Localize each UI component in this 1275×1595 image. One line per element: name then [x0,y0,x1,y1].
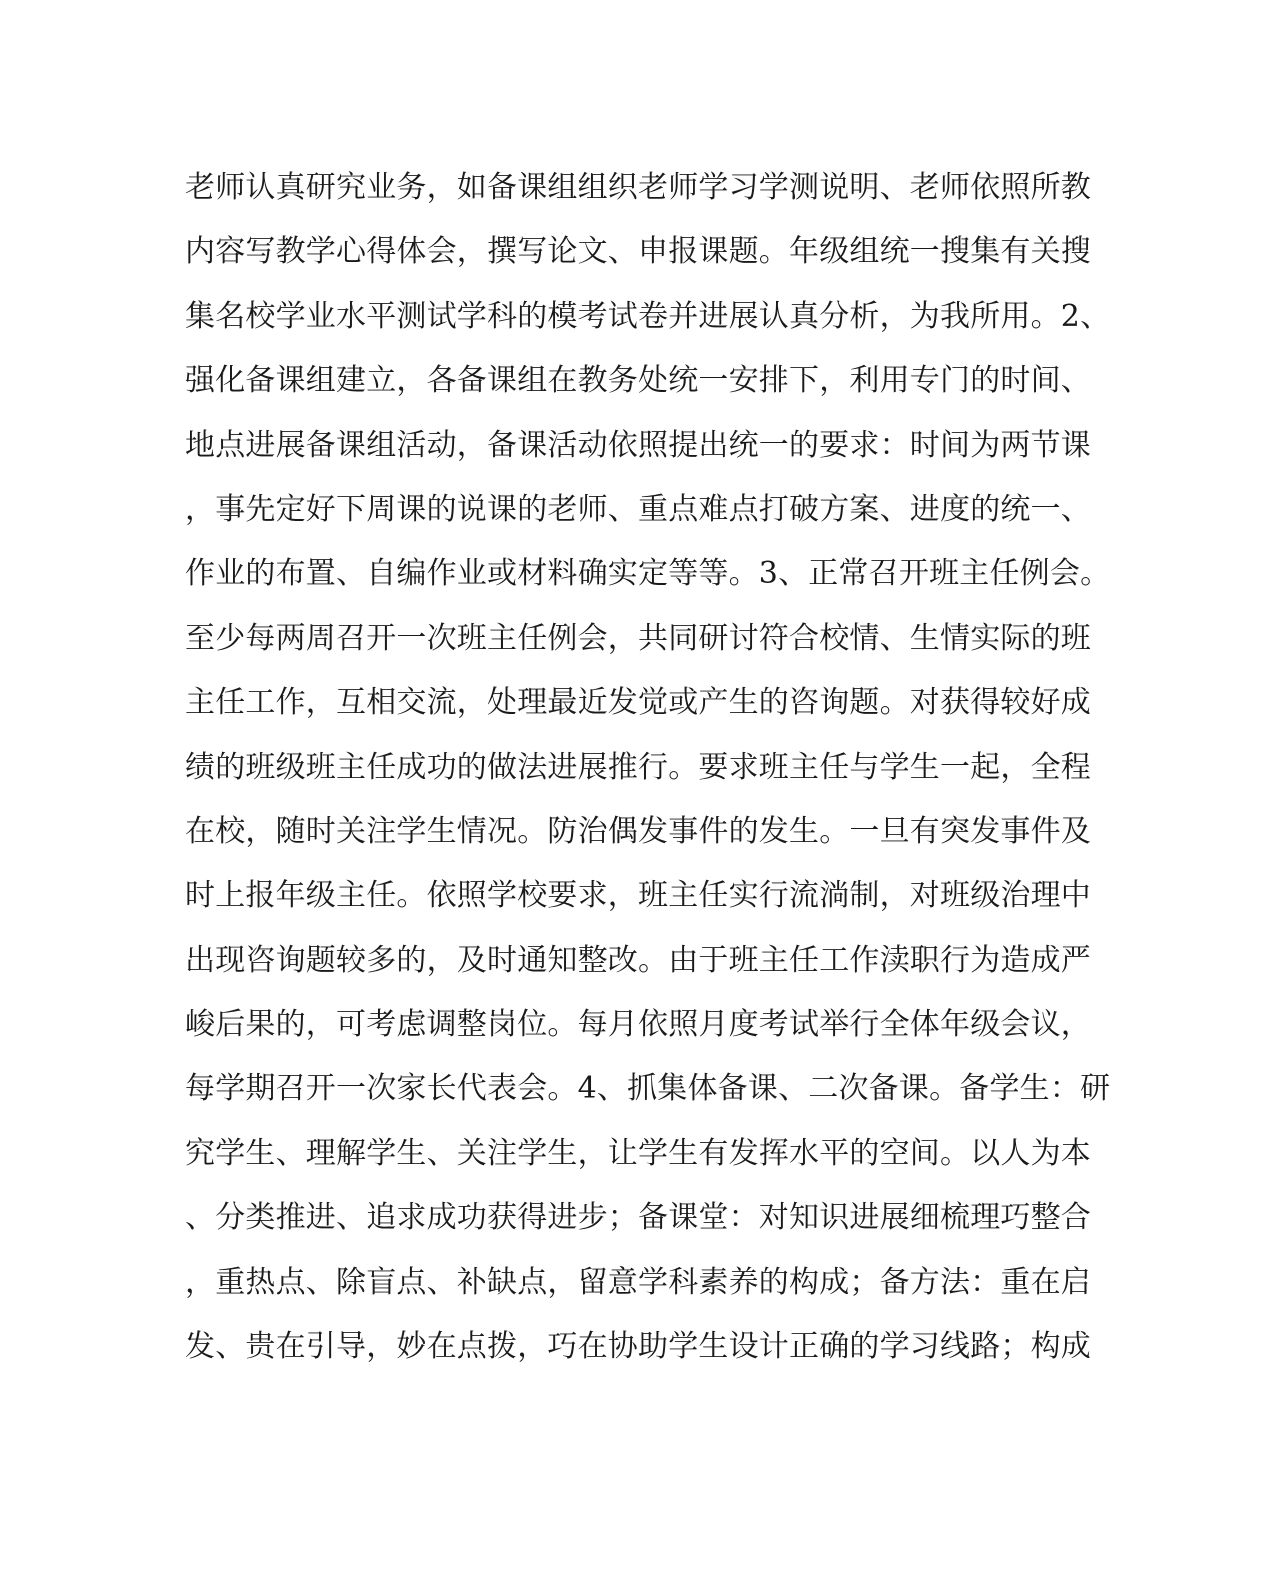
text-line: 、分类推进、追求成功获得进步；备课堂：对知识进展细梳理巧整合 [185,1200,1091,1236]
text-line: 发、贵在引导，妙在点拨，巧在协助学生设计正确的学习线路；构成 [185,1329,1091,1365]
text-line: 绩的班级班主任成功的做法进展推行。要求班主任与学生一起，全程 [185,749,1091,785]
text-line: 强化备课组建立，各备课组在教务处统一安排下，利用专门的时间、 [185,363,1091,399]
text-line: 究学生、理解学生、关注学生，让学生有发挥水平的空间。以人为本 [185,1135,1091,1171]
text-line: 时上报年级主任。依照学校要求，班主任实行流淌制，对班级治理中 [185,878,1091,914]
body-text [185,162,1111,1385]
text-line: 集名校学业水平测试学科的模考试卷并进展认真分析，为我所用。2、 [185,298,1111,334]
text-line: 地点进展备课组活动，备课活动依照提出统一的要求：时间为两节课 [185,427,1091,463]
text-line: 在校，随时关注学生情况。防治偶发事件的发生。一旦有突发事件及 [185,813,1091,849]
text-line: 老师认真研究业务，如备课组组织老师学习学测说明、老师依照所教 [185,170,1091,205]
text-line: 峻后果的，可考虑调整岗位。每月依照月度考试举行全体年级会议， [185,1007,1091,1043]
text-line: 出现咨询题较多的，及时通知整改。由于班主任工作渎职行为造成严 [185,942,1091,978]
text-line: 至少每两周召开一次班主任例会，共同研讨符合校情、生情实际的班 [185,620,1091,656]
text-line: 每学期召开一次家长代表会。4、抓集体备课、二次备课。备学生：研 [185,1071,1111,1107]
text-line: 内容写教学心得体会，撰写论文、申报课题。年级组统一搜集有关搜 [185,234,1091,270]
text-line: ，重热点、除盲点、补缺点，留意学科素养的构成；备方法：重在启 [185,1264,1091,1300]
text-line: 主任工作，互相交流，处理最近发觉或产生的咨询题。对获得较好成 [185,685,1091,721]
text-line: 作业的布置、自编作业或材料确实定等等。3、正常召开班主任例会。 [185,556,1111,592]
text-line: ，事先定好下周课的说课的老师、重点难点打破方案、进度的统一、 [185,491,1091,527]
